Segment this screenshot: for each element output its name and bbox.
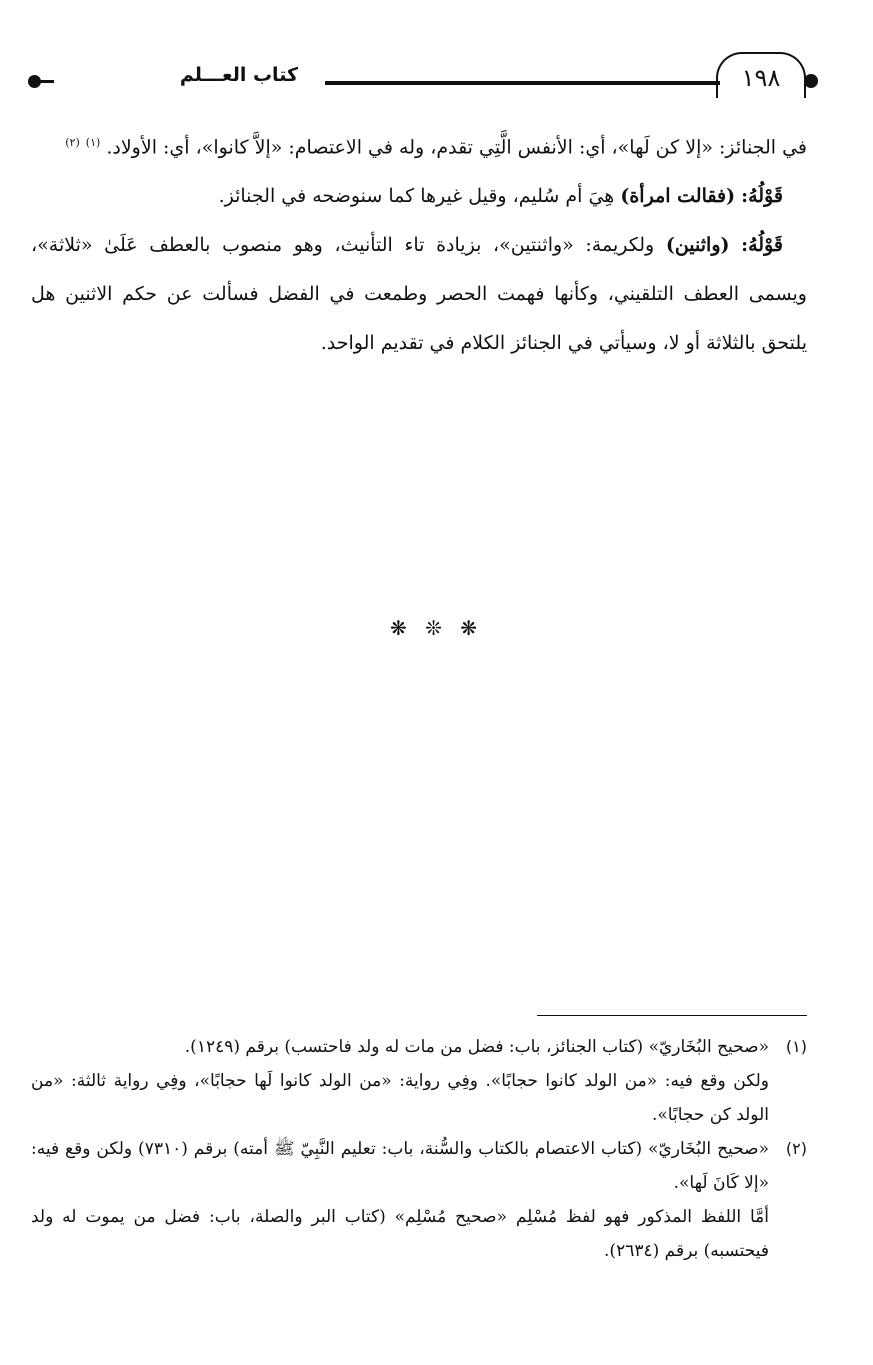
footnote-ref-1[interactable]: (١)	[85, 136, 101, 149]
paragraph-1	[31, 118, 807, 172]
paragraph-3-text: ولكريمة: «واثنتين»، بزيادة تاء التأنيث، وهو منصوب بالعطف عَلَىٰ «ثلاثة»، ويسمى العطف التلقيني، وكأنها فهمت الحصر وطمعت في الفضل فسألت عن حكم الاثنين هل يلتحق بالثلاثة أو لا، وسيأتي في الجنائز الكلام في تقديم الواحد.	[31, 234, 807, 355]
paragraph-2-keyword: (فقالت امرأة)	[620, 185, 736, 208]
paragraph-2-lead: قَوْلُهُ:	[741, 185, 783, 208]
footnote-ref-2[interactable]: (٢)	[65, 136, 80, 149]
main-text	[31, 118, 807, 368]
header-dash-left	[40, 80, 54, 83]
footnote-2	[31, 1132, 807, 1268]
footnotes	[31, 1030, 807, 1268]
footnote-2-body	[31, 1132, 769, 1268]
footnote-2-number: (٢)	[785, 1139, 807, 1158]
paragraph-1-text: في الجنائز: «إلا كن لَها»، أي: الأنفس الَّتِي تقدم، وله في الاعتصام: «إلاَّ كانوا»، أي: الأولاد.	[106, 136, 807, 159]
footnote-separator	[537, 1015, 807, 1016]
running-title: كتاب العـــلم	[179, 64, 298, 86]
page-number: ١٩٨	[716, 52, 806, 98]
header-dot-left	[28, 75, 41, 88]
paragraph-2-text: هِيَ أم سُليم، وقيل غيرها كما سنوضحه في الجنائز.	[218, 185, 615, 208]
footnote-2-line-1: «صحيح البُخَاريّ» (كتاب الاعتصام بالكتاب والسُّنة، باب: تعليم النَّبِيّ ﷺ أمته) برقم (٧٣١٠) ولكن وقع فيه: «إلا كَانَ لَها».	[31, 1139, 770, 1193]
paragraph-3-keyword: (واثنين)	[665, 234, 730, 257]
footnote-1-body	[31, 1030, 769, 1132]
paragraph-3-lead: قَوْلُهُ:	[741, 234, 783, 257]
footnote-2-line-2: أمَّا اللفظ المذكور فهو لفظ مُسْلِم «صحيح مُسْلِم» (كتاب البر والصلة، باب: فضل من يموت له ولد فيحتسبه) برقم (٢٦٣٤).	[31, 1207, 769, 1261]
page-header	[28, 52, 818, 108]
header-dot-right	[804, 74, 818, 88]
paragraph-3	[31, 221, 807, 368]
section-ornament: ❋ ❊ ❋	[390, 616, 483, 640]
footnote-1-line-1: «صحيح البُخَاريّ» (كتاب الجنائز، باب: فضل من مات له ولد فاحتسب) برقم (١٢٤٩).	[184, 1037, 769, 1057]
footnote-1	[31, 1030, 807, 1132]
paragraph-2	[31, 172, 807, 221]
header-rule	[325, 81, 720, 85]
footnote-1-line-2: ولكن وقع فيه: «من الولد كانوا حجابًا». وفِي رواية: «من الولد كانوا لَها حجابًا»، وفِي رواية ثالثة: «من الولد كن حجابًا».	[31, 1071, 769, 1125]
footnote-1-number: (١)	[785, 1037, 807, 1056]
